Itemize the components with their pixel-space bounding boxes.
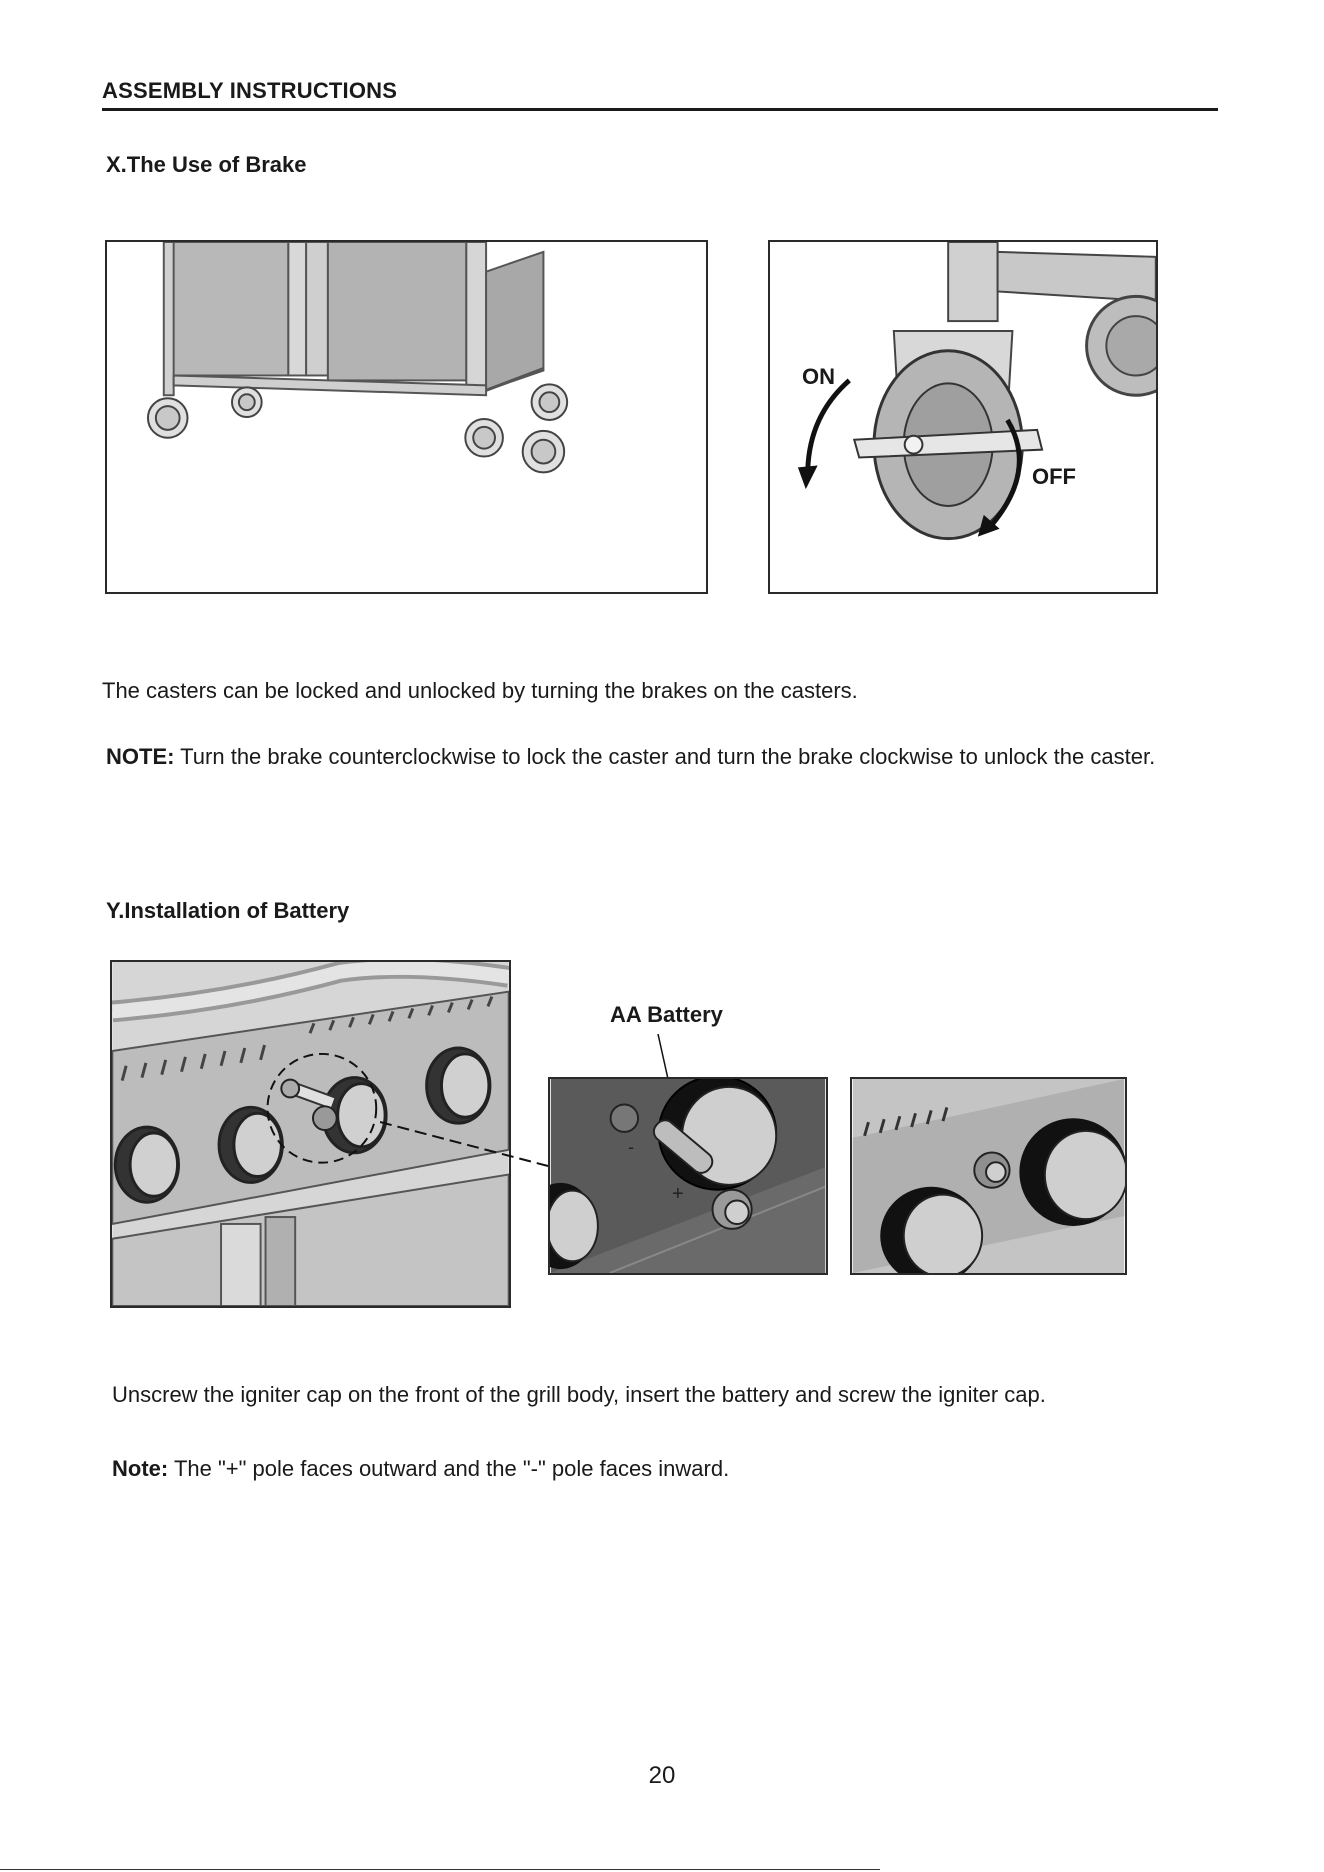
brake-note-text: Turn the brake counterclockwise to lock the caster and turn the brake clockwise to unlock the caster. [180,744,1156,769]
footer-rule [0,1869,880,1870]
battery-plus-sign: + [672,1183,684,1205]
battery-minus-sign: - [628,1137,634,1157]
battery-note-label: Note: [112,1456,169,1481]
page-number: 20 [648,1762,676,1789]
battery-paragraph: Unscrew the igniter cap on the front of the grill body, insert the battery and screw the igniter cap. [112,1382,1046,1407]
page-header-title: ASSEMBLY INSTRUCTIONS [102,78,398,103]
battery-note-text: The "+" pole faces outward and the "-" pole faces inward. [173,1456,730,1481]
brake-off-label: OFF [1032,464,1076,489]
figure-caster-brake [768,240,1158,594]
aa-battery-label: AA Battery [610,1002,723,1027]
figure-grill-cart [105,240,708,594]
section-x-title: X.The Use of Brake [106,152,307,177]
caster-brake-illustration [770,242,1156,592]
brake-on-label: ON [802,364,835,389]
figure-battery-closeup [548,1077,828,1275]
battery-closeup-illustration [550,1079,826,1273]
cap-installed-illustration [852,1079,1125,1273]
brake-note-label: NOTE: [106,744,175,769]
battery-note [112,1452,1112,1486]
dashed-connector-line [380,1120,550,1170]
brake-note [106,740,1186,774]
figure-cap-installed [850,1077,1127,1275]
brake-paragraph: The casters can be locked and unlocked by turning the brakes on the casters. [102,678,858,703]
header-rule [102,108,1218,111]
section-y-title: Y.Installation of Battery [106,898,350,923]
grill-cart-illustration [107,242,706,592]
